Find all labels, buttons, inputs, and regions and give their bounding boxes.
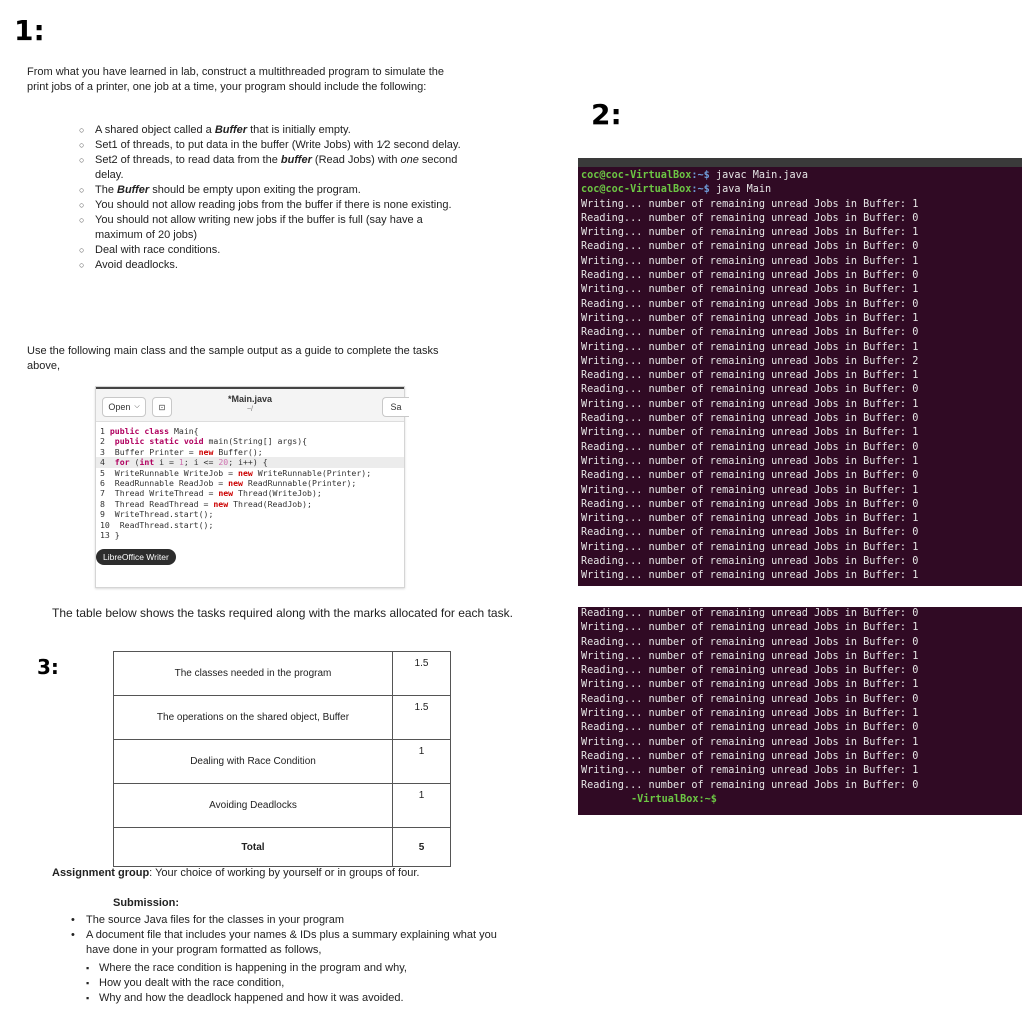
mark-cell: 1 — [393, 784, 451, 828]
terminal-output-line: Writing... number of remaining unread Jobs in Buffer: 1 — [581, 427, 919, 439]
terminal-output-line: Reading... number of remaining unread Jobs in Buffer: 1 — [581, 370, 919, 382]
terminal-output-line: Reading... number of remaining unread Jobs in Buffer: 0 — [581, 413, 919, 425]
terminal-output-2 — [578, 607, 1022, 793]
dot-bullet-icon: • — [71, 914, 75, 926]
code-line: 7 Thread WriteThread = new Thread(WriteJob); — [100, 488, 322, 499]
submission-subitem: ▪ Why and how the deadlock happened and how it was avoided. — [86, 992, 404, 1004]
prompt-path: :~$ — [691, 184, 710, 196]
terminal-output-line: Writing... number of remaining unread Jobs in Buffer: 1 — [581, 227, 919, 239]
code-line: 9 WriteThread.start(); — [100, 509, 214, 520]
terminal-output-line: Writing... number of remaining unread Jobs in Buffer: 1 — [581, 541, 919, 553]
marks-row — [114, 696, 451, 740]
mark-cell: 5 — [393, 828, 451, 867]
use-following-text: Use the following main class and the sample output as a guide to complete the tasks above, — [27, 345, 439, 372]
marks-row — [114, 828, 451, 867]
terminal-window-1 — [578, 158, 1022, 586]
terminal-output-line: Writing... number of remaining unread Jobs in Buffer: 1 — [581, 708, 919, 720]
task-cell: Total — [114, 828, 393, 867]
terminal-output-line: Reading... number of remaining unread Jobs in Buffer: 0 — [581, 241, 919, 253]
terminal-output-line: Reading... number of remaining unread Jobs in Buffer: 0 — [581, 779, 919, 791]
terminal-output-line: Writing... number of remaining unread Jobs in Buffer: 1 — [581, 736, 919, 748]
code-line: 5 WriteRunnable WriteJob = new WriteRunnable(Printer); — [100, 467, 372, 478]
terminal-output-line: Reading... number of remaining unread Jobs in Buffer: 0 — [581, 298, 919, 310]
mark-cell: 1 — [393, 740, 451, 784]
editor-subtitle: ~/ — [246, 406, 254, 413]
terminal-output-line: Writing... number of remaining unread Jobs in Buffer: 1 — [581, 312, 919, 324]
final-prompt-text: -VirtualBox:~$ — [631, 793, 717, 805]
table-intro: The table below shows the tasks required along with the marks allocated for each task. — [52, 606, 513, 620]
code-line: 1 public class Main{ — [100, 426, 199, 436]
section-label-1: 1: — [14, 14, 45, 47]
code-line: 6 ReadRunnable ReadJob = new ReadRunnable(Printer); — [100, 478, 357, 489]
final-prompt — [578, 793, 1022, 807]
code-line: 8 Thread ReadThread = new Thread(ReadJob); — [100, 498, 312, 509]
square-bullet-icon: ▪ — [86, 963, 90, 973]
dot-bullet-icon: • — [71, 929, 75, 941]
terminal-output-line: Writing... number of remaining unread Jobs in Buffer: 1 — [581, 650, 919, 662]
terminal-output-line: Reading... number of remaining unread Jobs in Buffer: 0 — [581, 270, 919, 282]
assignment-group — [52, 867, 419, 879]
square-bullet-icon: ▪ — [86, 993, 90, 1003]
terminal-output-line: Writing... number of remaining unread Jobs in Buffer: 1 — [581, 455, 919, 467]
circle-bullet-icon: ○ — [79, 260, 85, 270]
submission-sublist — [86, 961, 519, 1006]
circle-bullet-icon: ○ — [79, 140, 85, 150]
marks-table-wrapper — [113, 651, 451, 867]
task-cell: The classes needed in the program — [114, 652, 393, 696]
section-label-2: 2: — [591, 98, 622, 131]
editor-title: *Main.java — [227, 394, 273, 404]
terminal-output-line: Reading... number of remaining unread Jobs in Buffer: 0 — [581, 665, 919, 677]
command-java: java Main — [709, 184, 772, 196]
code-line: 13 } — [100, 530, 120, 541]
submission-list — [71, 913, 506, 958]
terminal-output-line: Writing... number of remaining unread Jobs in Buffer: 1 — [581, 341, 919, 353]
libreoffice-tooltip: LibreOffice Writer — [96, 549, 176, 565]
terminal-output-line: Writing... number of remaining unread Jobs in Buffer: 1 — [581, 398, 919, 410]
terminal-output-line: Reading... number of remaining unread Jobs in Buffer: 0 — [581, 722, 919, 734]
terminal-window-2 — [578, 607, 1022, 815]
terminal-output-line: Reading... number of remaining unread Jobs in Buffer: 0 — [581, 556, 919, 568]
editor-toolbar — [96, 387, 404, 422]
circle-bullet-icon: ○ — [79, 185, 85, 195]
marks-row — [114, 652, 451, 696]
command-javac: javac Main.java — [709, 170, 808, 181]
terminal-output-line: Writing... number of remaining unread Jobs in Buffer: 1 — [581, 255, 919, 267]
code-area[interactable] — [96, 422, 404, 540]
requirement-item: ○ You should not allow reading jobs from the buffer if there is none existing. — [79, 199, 452, 211]
terminal-output-line: Reading... number of remaining unread Jobs in Buffer: 0 — [581, 750, 919, 762]
mark-cell: 1.5 — [393, 652, 451, 696]
save-button[interactable] — [382, 397, 409, 417]
task-cell: Avoiding Deadlocks — [114, 784, 393, 828]
terminal-output-line: Reading... number of remaining unread Jobs in Buffer: 0 — [581, 498, 919, 510]
chevron-down-icon: ⌵ — [134, 403, 140, 410]
requirement-item: ○ Set1 of threads, to put data in the buffer (Write Jobs) with 1⁄2 second delay. — [79, 139, 461, 151]
terminal-output-line: Writing... number of remaining unread Jobs in Buffer: 1 — [581, 622, 919, 634]
terminal-output-line: Reading... number of remaining unread Jobs in Buffer: 0 — [581, 636, 919, 648]
terminal-output-line: Writing... number of remaining unread Jobs in Buffer: 1 — [581, 284, 919, 296]
terminal-output-line: Reading... number of remaining unread Jobs in Buffer: 0 — [581, 212, 919, 224]
open-label: Open — [108, 402, 131, 412]
circle-bullet-icon: ○ — [79, 245, 85, 255]
submission-title: Submission: — [113, 897, 180, 909]
submission-item: • A document file that includes your names & IDs plus a summary explaining what you have done in your program formatted as follows, — [71, 929, 497, 956]
intro-paragraph: From what you have learned in lab, construct a multithreaded program to simulate the print jobs of a printer, one job at a time, your program should include the following: — [27, 66, 444, 93]
circle-bullet-icon: ○ — [79, 215, 85, 225]
prompt-path: :~$ — [691, 170, 710, 181]
terminal-output-line: Writing... number of remaining unread Jobs in Buffer: 1 — [581, 198, 919, 210]
circle-bullet-icon: ○ — [79, 200, 85, 210]
terminal-output-line: Reading... number of remaining unread Jobs in Buffer: 0 — [581, 384, 919, 396]
circle-bullet-icon: ○ — [79, 155, 85, 165]
terminal-output-line: Writing... number of remaining unread Jobs in Buffer: 1 — [581, 484, 919, 496]
terminal-output-line: Writing... number of remaining unread Jobs in Buffer: 1 — [581, 765, 919, 777]
circle-bullet-icon: ○ — [79, 125, 85, 135]
terminal-output-line: Writing... number of remaining unread Jobs in Buffer: 1 — [581, 679, 919, 691]
marks-row — [114, 740, 451, 784]
requirement-item: ○ Deal with race conditions. — [79, 244, 221, 256]
terminal-output-1 — [578, 198, 1022, 584]
marks-table — [113, 651, 451, 867]
requirement-item: ○ A shared object called a Buffer that is initially empty. — [79, 124, 351, 136]
terminal-output-line: Writing... number of remaining unread Jobs in Buffer: 1 — [581, 570, 919, 582]
section-label-3: 3: — [37, 655, 59, 679]
terminal-command-1 — [578, 167, 1022, 183]
terminal-output-line: Reading... number of remaining unread Jobs in Buffer: 0 — [581, 470, 919, 482]
requirement-item: ○ Avoid deadlocks. — [79, 259, 178, 271]
assignment-group-label: Assignment group — [52, 867, 150, 879]
terminal-output-line: Reading... number of remaining unread Jobs in Buffer: 0 — [581, 693, 919, 705]
requirement-item: ○ The Buffer should be empty upon exiting the program. — [79, 184, 361, 196]
prompt-user: coc@coc-VirtualBox — [581, 184, 692, 196]
requirement-item: ○ Set2 of threads, to read data from the buffer (Read Jobs) with one second delay. — [79, 154, 458, 181]
save-label: Sa — [390, 402, 402, 412]
code-line: 3 Buffer Printer = new Buffer(); — [100, 446, 263, 457]
task-cell: Dealing with Race Condition — [114, 740, 393, 784]
assignment-group-text: : Your choice of working by yourself or in groups of four. — [149, 867, 420, 879]
submission-item: • The source Java files for the classes in your program — [71, 914, 345, 926]
terminal-output-line: Reading... number of remaining unread Jobs in Buffer: 0 — [581, 608, 919, 619]
terminal-output-line: Writing... number of remaining unread Jobs in Buffer: 1 — [581, 513, 919, 525]
code-line: 2 public static void main(String[] args){ — [100, 436, 308, 447]
terminal-output-line: Reading... number of remaining unread Jobs in Buffer: 0 — [581, 327, 919, 339]
code-line: 4 for (int i = 1; i <= 20; i++) { — [96, 457, 404, 467]
terminal-command-2 — [578, 183, 1022, 197]
terminal-output-line: Reading... number of remaining unread Jobs in Buffer: 0 — [581, 527, 919, 539]
square-bullet-icon: ▪ — [86, 978, 90, 988]
requirements-list — [79, 123, 465, 273]
terminal-output-line: Writing... number of remaining unread Jobs in Buffer: 2 — [581, 355, 919, 367]
prompt-user: coc@coc-VirtualBox — [581, 170, 692, 181]
terminal-output-line: Reading... number of remaining unread Jobs in Buffer: 0 — [581, 441, 919, 453]
new-tab-icon: ⊡ — [158, 402, 166, 412]
marks-row — [114, 784, 451, 828]
submission-subitem: ▪ How you dealt with the race condition, — [86, 977, 285, 989]
task-cell: The operations on the shared object, Buffer — [114, 696, 393, 740]
code-line: 10 ReadThread.start(); — [100, 519, 214, 530]
submission-subitem: ▪ Where the race condition is happening in the program and why, — [86, 962, 407, 974]
requirement-item: ○ You should not allow writing new jobs if the buffer is full (say have a maximum of 20 jobs) — [79, 214, 423, 241]
code-editor — [95, 386, 405, 588]
mark-cell: 1.5 — [393, 696, 451, 740]
